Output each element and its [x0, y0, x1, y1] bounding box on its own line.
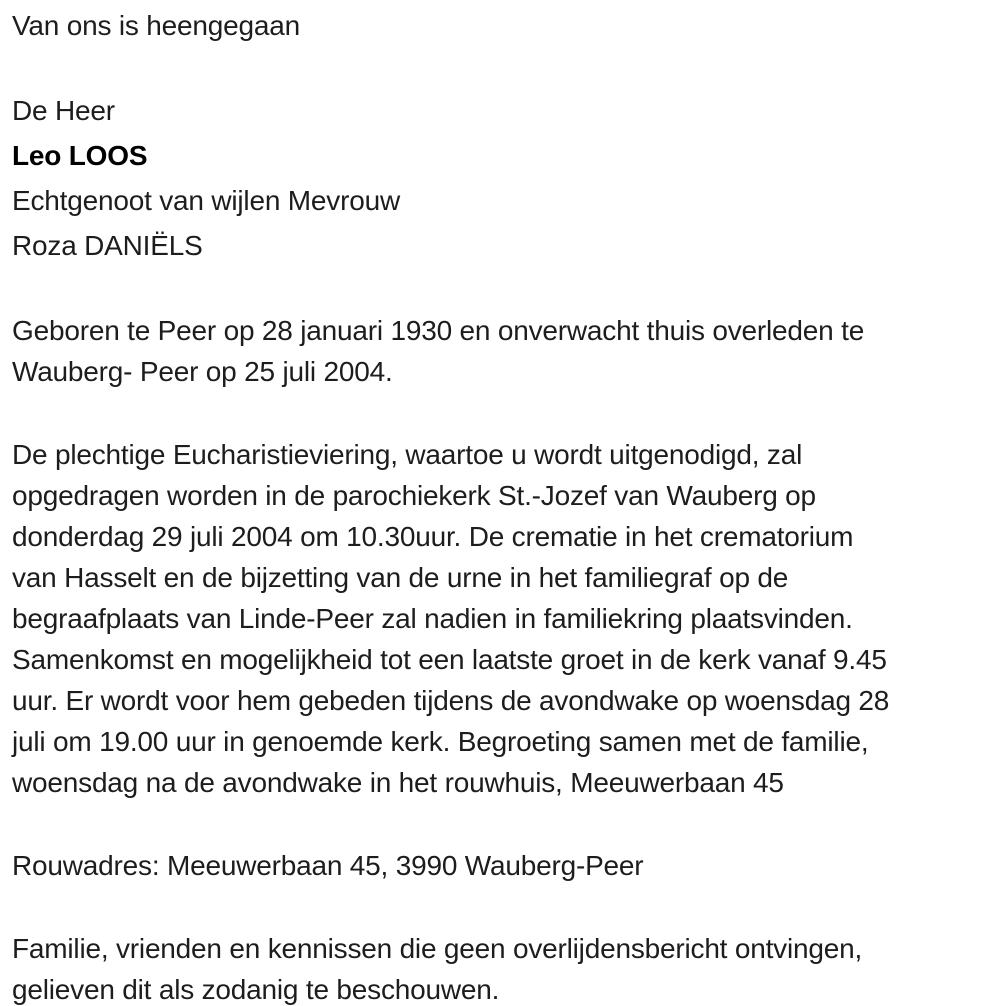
text-line: van Hasselt en de bijzetting van de urne in het familiegraf op de [12, 562, 789, 593]
paragraph-notice [12, 928, 990, 1006]
text-line: Geboren te Peer op 28 januari 1930 en onverwacht thuis overleden te [12, 315, 865, 346]
text-line: gelieven dit als zodanig te beschouwen. [12, 974, 500, 1005]
text-line: opgedragen worden in de parochiekerk St.-Jozef van Wauberg op [12, 480, 816, 511]
paragraph-intro [12, 5, 990, 46]
paragraph-deceased [12, 88, 990, 268]
text-line: Samenkomst en mogelijkheid tot een laatste groet in de kerk vanaf 9.45 [12, 644, 887, 675]
text-line: juli om 19.00 uur in genoemde kerk. Begroeting samen met de familie, [12, 726, 869, 757]
text-line: De plechtige Eucharistieviering, waartoe u wordt uitgenodigd, zal [12, 439, 803, 470]
text-line: Familie, vrienden en kennissen die geen overlijdensbericht ontvingen, [12, 933, 863, 964]
paragraph-address [12, 845, 990, 886]
text-line: Van ons is heengegaan [12, 10, 300, 41]
text-line: De Heer [12, 95, 115, 126]
paragraph-service [12, 434, 990, 803]
text-line: donderdag 29 juli 2004 om 10.30uur. De crematie in het crematorium [12, 521, 854, 552]
text-line: Roza DANIËLS [12, 230, 203, 261]
text-line: Rouwadres: Meeuwerbaan 45, 3990 Wauberg-Peer [12, 850, 644, 881]
text-line: Wauberg- Peer op 25 juli 2004. [12, 356, 393, 387]
text-line: Echtgenoot van wijlen Mevrouw [12, 185, 400, 216]
deceased-name-line: Leo LOOS [12, 140, 148, 171]
text-line: uur. Er wordt voor hem gebeden tijdens de avondwake op woensdag 28 [12, 685, 890, 716]
paragraph-birth-death [12, 310, 990, 392]
text-line: begraafplaats van Linde-Peer zal nadien in familiekring plaatsvinden. [12, 603, 853, 634]
text-line: woensdag na de avondwake in het rouwhuis, Meeuwerbaan 45 [12, 767, 784, 798]
